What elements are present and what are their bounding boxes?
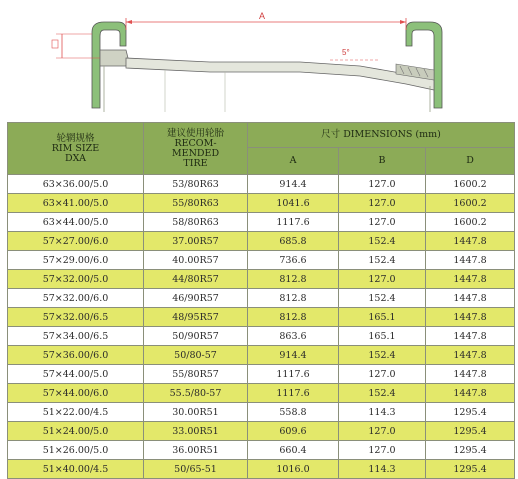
dimension-d-cell: 1600.2	[426, 194, 515, 213]
right-flange-section	[406, 22, 442, 108]
dimension-a-cell: 812.8	[248, 270, 339, 289]
rim-size-cell: 57×44.00/5.0	[8, 365, 144, 384]
dimension-d-cell: 1600.2	[426, 213, 515, 232]
table-row	[8, 403, 515, 422]
tire-cell: 53/80R63	[144, 175, 248, 194]
rim-size-cell: 51×26.00/5.0	[8, 441, 144, 460]
table-row	[8, 460, 515, 479]
tire-cell: 44/80R57	[144, 270, 248, 289]
dimension-a-cell: 1041.6	[248, 194, 339, 213]
dimension-d-cell: 1447.8	[426, 251, 515, 270]
dimension-a-cell: 609.6	[248, 422, 339, 441]
table-header	[8, 123, 515, 175]
dimension-d-cell: 1295.4	[426, 460, 515, 479]
dimension-a-cell: 914.4	[248, 346, 339, 365]
dimension-b-header: B	[339, 148, 426, 175]
table-row	[8, 308, 515, 327]
dimension-b-cell: 152.4	[339, 384, 426, 403]
rim-cross-section-drawing	[0, 0, 518, 122]
table-row	[8, 289, 515, 308]
dimension-a-cell: 914.4	[248, 175, 339, 194]
table-row	[8, 194, 515, 213]
dimension-d-header: D	[426, 148, 515, 175]
rim-size-cell: 63×44.00/5.0	[8, 213, 144, 232]
rim-size-cell: 51×24.00/5.0	[8, 422, 144, 441]
dimension-d-cell: 1447.8	[426, 289, 515, 308]
rim-size-cell: 57×29.00/6.0	[8, 251, 144, 270]
tire-cell: 50/90R57	[144, 327, 248, 346]
rim-size-cell: 51×22.00/4.5	[8, 403, 144, 422]
tire-cell: 55/80R57	[144, 365, 248, 384]
dimension-a-cell: 812.8	[248, 289, 339, 308]
dimension-a-cell: 736.6	[248, 251, 339, 270]
table-row	[8, 232, 515, 251]
tire-cell: 48/95R57	[144, 308, 248, 327]
dimensions-header: 尺寸 DIMENSIONS (mm)	[248, 123, 515, 148]
table-row	[8, 251, 515, 270]
rim-base-profile	[126, 58, 434, 90]
dimension-b-cell: 127.0	[339, 213, 426, 232]
table-row	[8, 327, 515, 346]
dimension-b-cell: 114.3	[339, 460, 426, 479]
dimension-d-cell: 1447.8	[426, 365, 515, 384]
tire-cell: 36.00R51	[144, 441, 248, 460]
dimension-a-cell: 1016.0	[248, 460, 339, 479]
dimension-b-cell: 152.4	[339, 289, 426, 308]
dimension-d-cell: 1447.8	[426, 346, 515, 365]
rim-size-cell: 57×32.00/6.0	[8, 289, 144, 308]
dimension-b-cell: 127.0	[339, 194, 426, 213]
dimension-b-cell: 165.1	[339, 308, 426, 327]
dimension-b-cell: 152.4	[339, 346, 426, 365]
angle-label: 5°	[342, 48, 350, 57]
dimension-b-cell: 127.0	[339, 175, 426, 194]
dimension-d-cell: 1447.8	[426, 308, 515, 327]
dimension-b-cell: 165.1	[339, 327, 426, 346]
rim-size-cell: 57×34.00/6.5	[8, 327, 144, 346]
dimension-d-cell: 1295.4	[426, 403, 515, 422]
table-row	[8, 270, 515, 289]
dimension-b-cell: 127.0	[339, 270, 426, 289]
rim-size-cell: 57×44.00/6.0	[8, 384, 144, 403]
rim-size-cell: 63×41.00/5.0	[8, 194, 144, 213]
dimension-d-cell: 1600.2	[426, 175, 515, 194]
table-row	[8, 365, 515, 384]
dimension-a-label: A	[258, 11, 266, 21]
tire-cell: 58/80R63	[144, 213, 248, 232]
dimension-a-cell: 863.6	[248, 327, 339, 346]
table-row	[8, 346, 515, 365]
table-row	[8, 175, 515, 194]
rim-size-cell: 57×32.00/6.5	[8, 308, 144, 327]
dimension-a-cell: 812.8	[248, 308, 339, 327]
dimension-b-cell: 127.0	[339, 422, 426, 441]
tire-cell: 46/90R57	[144, 289, 248, 308]
dimension-a-cell: 558.8	[248, 403, 339, 422]
dimension-b-cell: 152.4	[339, 232, 426, 251]
recommended-tire-header: 建议使用轮胎 RECOM- MENDED TIRE	[144, 123, 248, 175]
rim-size-cell: 57×32.00/5.0	[8, 270, 144, 289]
dimension-a-header: A	[248, 148, 339, 175]
rim-size-cell: 57×36.00/6.0	[8, 346, 144, 365]
dimension-d-cell: 1447.8	[426, 384, 515, 403]
dimension-b-cell: 127.0	[339, 441, 426, 460]
tire-cell: 33.00R51	[144, 422, 248, 441]
tire-cell: 50/80-57	[144, 346, 248, 365]
table-body	[8, 175, 515, 479]
dimension-a-cell: 1117.6	[248, 384, 339, 403]
dimension-a-cell: 1117.6	[248, 213, 339, 232]
rim-size-cell: 51×40.00/4.5	[8, 460, 144, 479]
tire-cell: 30.00R51	[144, 403, 248, 422]
table-row	[8, 384, 515, 403]
rim-spec-table	[7, 122, 515, 479]
tire-cell: 55/80R63	[144, 194, 248, 213]
dimension-b-cell: 114.3	[339, 403, 426, 422]
tire-cell: 50/65-51	[144, 460, 248, 479]
dimension-b-cell: 127.0	[339, 365, 426, 384]
rim-size-cell: 57×27.00/6.0	[8, 232, 144, 251]
dimension-d-cell: 1447.8	[426, 270, 515, 289]
dimension-d-cell: 1447.8	[426, 327, 515, 346]
dimension-d-cell: 1447.8	[426, 232, 515, 251]
table-row	[8, 213, 515, 232]
rim-size-cell: 63×36.00/5.0	[8, 175, 144, 194]
dimension-a-cell: 685.8	[248, 232, 339, 251]
dimension-d-cell: 1295.4	[426, 441, 515, 460]
dimension-a-cell: 1117.6	[248, 365, 339, 384]
rim-size-header: 轮辋规格 RIM SIZE DXA	[8, 123, 144, 175]
left-bead-seat	[100, 50, 128, 66]
tire-cell: 40.00R57	[144, 251, 248, 270]
tire-cell: 55.5/80-57	[144, 384, 248, 403]
table-row	[8, 422, 515, 441]
dimension-d-cell: 1295.4	[426, 422, 515, 441]
table-row	[8, 441, 515, 460]
tire-cell: 37.00R57	[144, 232, 248, 251]
dimension-a-cell: 660.4	[248, 441, 339, 460]
dimension-b-cell: 152.4	[339, 251, 426, 270]
